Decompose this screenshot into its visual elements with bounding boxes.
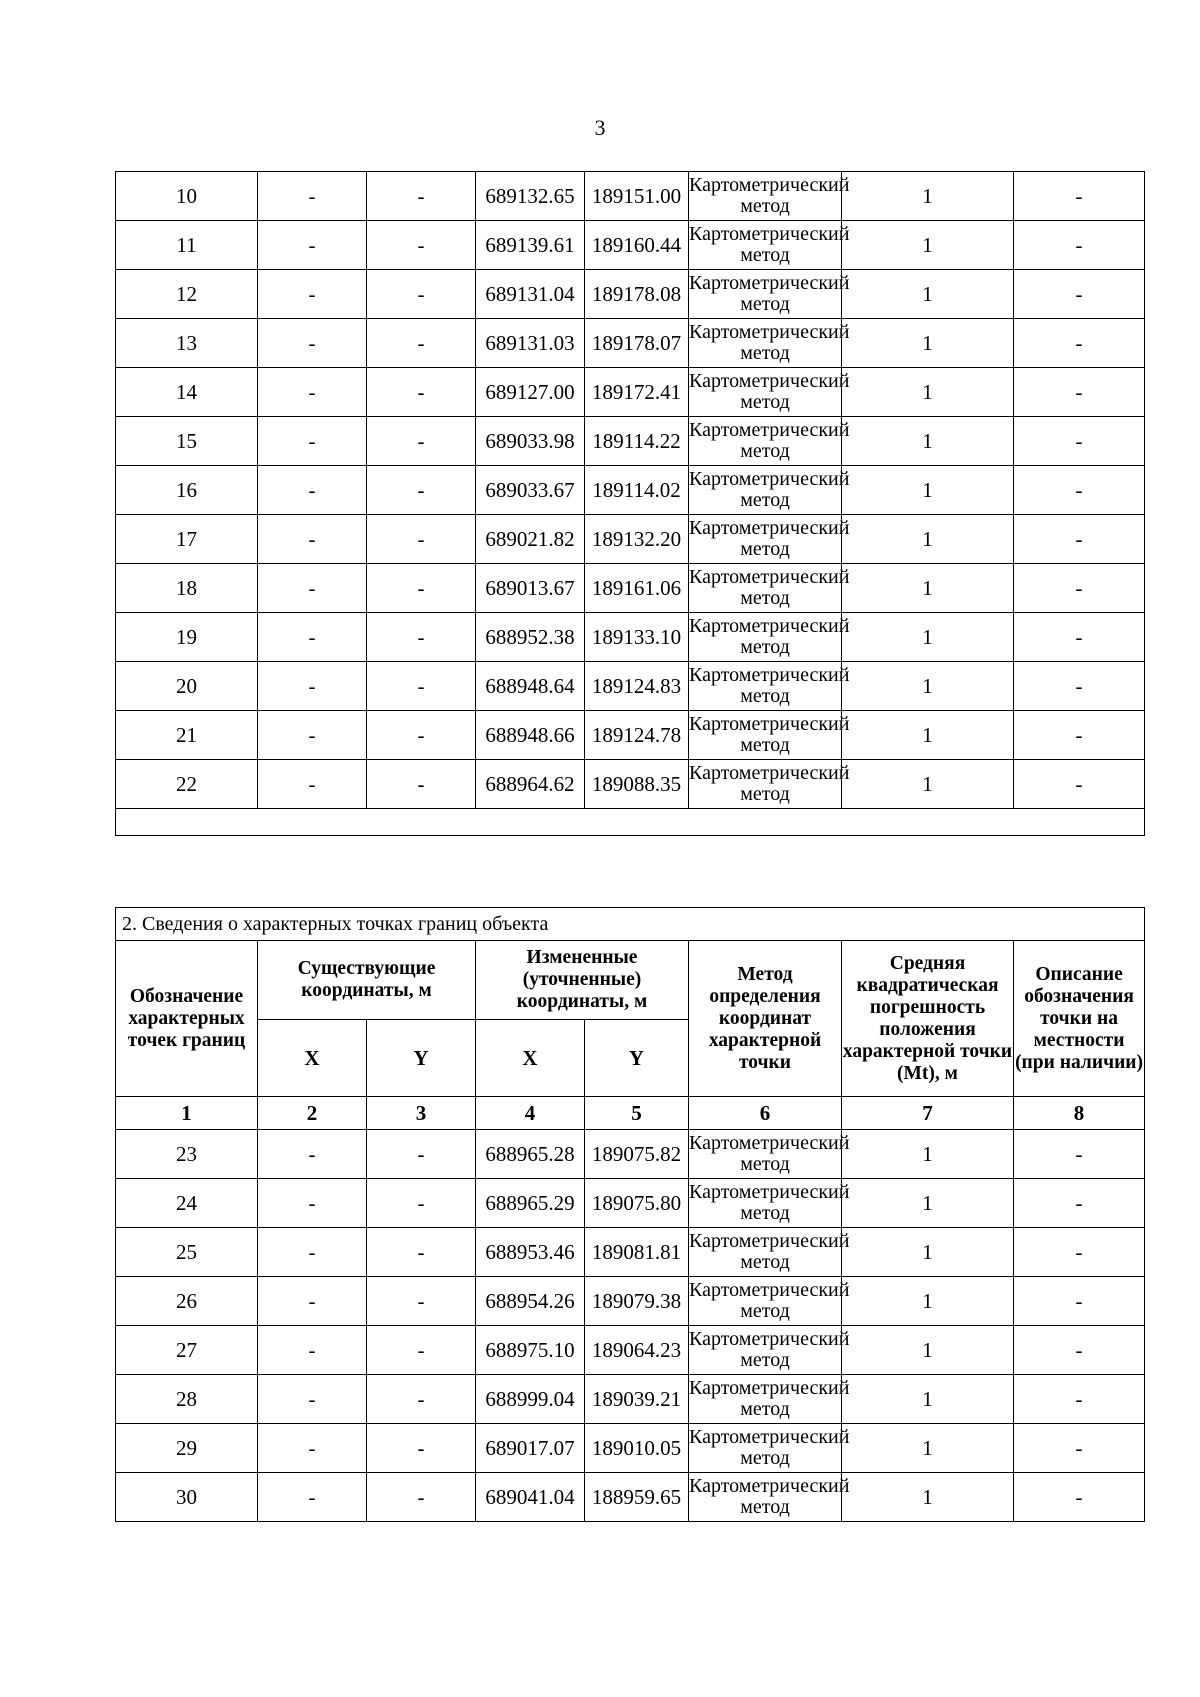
description-cell: - [1014, 1375, 1145, 1424]
method-cell: Картометрический метод [689, 662, 842, 711]
header-existing-y: Y [367, 1020, 476, 1097]
existing-x-cell: - [258, 613, 367, 662]
description-cell: - [1014, 1277, 1145, 1326]
changed-x-cell: 689127.00 [476, 368, 585, 417]
method-cell: Картометрический метод [689, 417, 842, 466]
description-cell: - [1014, 417, 1145, 466]
table-row [116, 1473, 1145, 1522]
description-cell: - [1014, 1424, 1145, 1473]
changed-y-cell: 189075.80 [585, 1179, 689, 1228]
changed-y-cell: 189075.82 [585, 1130, 689, 1179]
method-cell: Картометрический метод [689, 613, 842, 662]
description-cell: - [1014, 613, 1145, 662]
mean-error-cell: 1 [842, 1179, 1014, 1228]
column-number: 4 [476, 1097, 585, 1130]
method-cell: Картометрический метод [689, 1375, 842, 1424]
changed-y-cell: 189161.06 [585, 564, 689, 613]
description-cell: - [1014, 172, 1145, 221]
mean-error-cell: 1 [842, 564, 1014, 613]
existing-x-cell: - [258, 515, 367, 564]
method-cell: Картометрический метод [689, 1130, 842, 1179]
changed-x-cell: 689139.61 [476, 221, 585, 270]
header-mean-error: Средняя квадратическая погрешность положения характерной точки (Mt), м [842, 941, 1014, 1097]
changed-x-cell: 689021.82 [476, 515, 585, 564]
existing-x-cell: - [258, 760, 367, 809]
table-row [116, 564, 1145, 613]
method-cell: Картометрический метод [689, 319, 842, 368]
existing-y-cell: - [367, 1473, 476, 1522]
point-number-cell: 26 [116, 1277, 258, 1326]
changed-x-cell: 689131.04 [476, 270, 585, 319]
description-cell: - [1014, 270, 1145, 319]
mean-error-cell: 1 [842, 515, 1014, 564]
table-row [116, 221, 1145, 270]
point-number-cell: 14 [116, 368, 258, 417]
description-cell: - [1014, 466, 1145, 515]
changed-y-cell: 189064.23 [585, 1326, 689, 1375]
method-cell: Картометрический метод [689, 760, 842, 809]
point-number-cell: 24 [116, 1179, 258, 1228]
existing-x-cell: - [258, 1424, 367, 1473]
description-cell: - [1014, 1130, 1145, 1179]
mean-error-cell: 1 [842, 319, 1014, 368]
mean-error-cell: 1 [842, 613, 1014, 662]
point-number-cell: 10 [116, 172, 258, 221]
changed-x-cell: 688964.62 [476, 760, 585, 809]
existing-y-cell: - [367, 221, 476, 270]
changed-x-cell: 688999.04 [476, 1375, 585, 1424]
existing-y-cell: - [367, 1424, 476, 1473]
description-cell: - [1014, 515, 1145, 564]
point-number-cell: 28 [116, 1375, 258, 1424]
header-changed-x: X [476, 1020, 585, 1097]
column-number: 2 [258, 1097, 367, 1130]
method-cell: Картометрический метод [689, 564, 842, 613]
mean-error-cell: 1 [842, 711, 1014, 760]
point-number-cell: 15 [116, 417, 258, 466]
header-description: Описание обозначения точки на местности (при наличии) [1014, 941, 1145, 1097]
column-number: 1 [116, 1097, 258, 1130]
method-cell: Картометрический метод [689, 1424, 842, 1473]
point-number-cell: 22 [116, 760, 258, 809]
changed-x-cell: 688953.46 [476, 1228, 585, 1277]
existing-y-cell: - [367, 1130, 476, 1179]
table-row [116, 1424, 1145, 1473]
existing-y-cell: - [367, 613, 476, 662]
existing-y-cell: - [367, 1228, 476, 1277]
changed-x-cell: 689131.03 [476, 319, 585, 368]
table-row [116, 172, 1145, 221]
table-row [116, 1375, 1145, 1424]
description-cell: - [1014, 221, 1145, 270]
existing-x-cell: - [258, 1228, 367, 1277]
description-cell: - [1014, 662, 1145, 711]
changed-y-cell: 189124.78 [585, 711, 689, 760]
existing-x-cell: - [258, 172, 367, 221]
method-cell: Картометрический метод [689, 1326, 842, 1375]
existing-y-cell: - [367, 319, 476, 368]
table-row [116, 1277, 1145, 1326]
table-caption: 2. Сведения о характерных точках границ объекта [116, 908, 1145, 941]
existing-x-cell: - [258, 221, 367, 270]
description-cell: - [1014, 1228, 1145, 1277]
column-number: 5 [585, 1097, 689, 1130]
table-row [116, 1130, 1145, 1179]
header-existing-x: X [258, 1020, 367, 1097]
existing-x-cell: - [258, 1326, 367, 1375]
changed-y-cell: 189132.20 [585, 515, 689, 564]
existing-y-cell: - [367, 1179, 476, 1228]
existing-x-cell: - [258, 1375, 367, 1424]
point-number-cell: 21 [116, 711, 258, 760]
page-number: 3 [594, 115, 606, 140]
existing-y-cell: - [367, 172, 476, 221]
point-number-cell: 29 [116, 1424, 258, 1473]
method-cell: Картометрический метод [689, 368, 842, 417]
boundary-points-table [115, 907, 1145, 1522]
table-row [116, 1326, 1145, 1375]
header-changed-coordinates: Измененные (уточненные) координаты, м [476, 941, 689, 1020]
changed-y-cell: 189178.08 [585, 270, 689, 319]
table-row [116, 319, 1145, 368]
changed-x-cell: 689033.98 [476, 417, 585, 466]
mean-error-cell: 1 [842, 270, 1014, 319]
table-row [116, 662, 1145, 711]
changed-x-cell: 688975.10 [476, 1326, 585, 1375]
existing-y-cell: - [367, 466, 476, 515]
changed-x-cell: 689132.65 [476, 172, 585, 221]
point-number-cell: 20 [116, 662, 258, 711]
point-number-cell: 30 [116, 1473, 258, 1522]
changed-x-cell: 688965.28 [476, 1130, 585, 1179]
description-cell: - [1014, 368, 1145, 417]
changed-y-cell: 189114.02 [585, 466, 689, 515]
changed-x-cell: 689033.67 [476, 466, 585, 515]
existing-x-cell: - [258, 1179, 367, 1228]
method-cell: Картометрический метод [689, 1277, 842, 1326]
changed-y-cell: 189133.10 [585, 613, 689, 662]
column-number: 6 [689, 1097, 842, 1130]
description-cell: - [1014, 564, 1145, 613]
coordinates-table-continuation [115, 171, 1145, 836]
existing-y-cell: - [367, 564, 476, 613]
table-row [116, 613, 1145, 662]
changed-y-cell: 189124.83 [585, 662, 689, 711]
table-row [116, 1228, 1145, 1277]
point-number-cell: 17 [116, 515, 258, 564]
mean-error-cell: 1 [842, 1130, 1014, 1179]
method-cell: Картометрический метод [689, 466, 842, 515]
method-cell: Картометрический метод [689, 172, 842, 221]
existing-y-cell: - [367, 662, 476, 711]
existing-y-cell: - [367, 515, 476, 564]
mean-error-cell: 1 [842, 417, 1014, 466]
existing-y-cell: - [367, 760, 476, 809]
table-row [116, 1179, 1145, 1228]
existing-y-cell: - [367, 1375, 476, 1424]
existing-x-cell: - [258, 1277, 367, 1326]
column-number: 8 [1014, 1097, 1145, 1130]
changed-x-cell: 689041.04 [476, 1473, 585, 1522]
header-existing-coordinates: Существующие координаты, м [258, 941, 476, 1020]
method-cell: Картометрический метод [689, 1228, 842, 1277]
changed-x-cell: 688948.66 [476, 711, 585, 760]
mean-error-cell: 1 [842, 368, 1014, 417]
existing-y-cell: - [367, 711, 476, 760]
changed-y-cell: 189151.00 [585, 172, 689, 221]
existing-x-cell: - [258, 1473, 367, 1522]
changed-y-cell: 189178.07 [585, 319, 689, 368]
header-designation: Обозначение характерных точек границ [116, 941, 258, 1097]
existing-y-cell: - [367, 368, 476, 417]
existing-x-cell: - [258, 711, 367, 760]
table-row [116, 368, 1145, 417]
method-cell: Картометрический метод [689, 1473, 842, 1522]
table-row [116, 711, 1145, 760]
table-row [116, 417, 1145, 466]
point-number-cell: 27 [116, 1326, 258, 1375]
table-row [116, 760, 1145, 809]
existing-x-cell: - [258, 368, 367, 417]
changed-y-cell: 189010.05 [585, 1424, 689, 1473]
changed-y-cell: 189079.38 [585, 1277, 689, 1326]
method-cell: Картометрический метод [689, 711, 842, 760]
mean-error-cell: 1 [842, 1326, 1014, 1375]
existing-x-cell: - [258, 1130, 367, 1179]
header-method: Метод определения координат характерной точки [689, 941, 842, 1097]
existing-x-cell: - [258, 270, 367, 319]
changed-x-cell: 688948.64 [476, 662, 585, 711]
existing-y-cell: - [367, 417, 476, 466]
point-number-cell: 12 [116, 270, 258, 319]
existing-y-cell: - [367, 1277, 476, 1326]
description-cell: - [1014, 711, 1145, 760]
column-number: 3 [367, 1097, 476, 1130]
existing-y-cell: - [367, 1326, 476, 1375]
existing-x-cell: - [258, 319, 367, 368]
point-number-cell: 23 [116, 1130, 258, 1179]
changed-y-cell: 189172.41 [585, 368, 689, 417]
changed-x-cell: 688954.26 [476, 1277, 585, 1326]
existing-x-cell: - [258, 466, 367, 515]
changed-y-cell: 189039.21 [585, 1375, 689, 1424]
description-cell: - [1014, 1179, 1145, 1228]
changed-y-cell: 189114.22 [585, 417, 689, 466]
changed-x-cell: 689017.07 [476, 1424, 585, 1473]
point-number-cell: 19 [116, 613, 258, 662]
existing-x-cell: - [258, 564, 367, 613]
changed-x-cell: 688965.29 [476, 1179, 585, 1228]
table-footer-row [116, 809, 1145, 836]
header-changed-y: Y [585, 1020, 689, 1097]
mean-error-cell: 1 [842, 1228, 1014, 1277]
description-cell: - [1014, 1326, 1145, 1375]
point-number-cell: 16 [116, 466, 258, 515]
point-number-cell: 25 [116, 1228, 258, 1277]
changed-y-cell: 189081.81 [585, 1228, 689, 1277]
method-cell: Картометрический метод [689, 515, 842, 564]
mean-error-cell: 1 [842, 172, 1014, 221]
changed-y-cell: 189088.35 [585, 760, 689, 809]
table-row [116, 466, 1145, 515]
table-row [116, 270, 1145, 319]
mean-error-cell: 1 [842, 760, 1014, 809]
existing-y-cell: - [367, 270, 476, 319]
method-cell: Картометрический метод [689, 221, 842, 270]
changed-x-cell: 688952.38 [476, 613, 585, 662]
changed-y-cell: 188959.65 [585, 1473, 689, 1522]
mean-error-cell: 1 [842, 1375, 1014, 1424]
description-cell: - [1014, 319, 1145, 368]
existing-x-cell: - [258, 662, 367, 711]
point-number-cell: 13 [116, 319, 258, 368]
mean-error-cell: 1 [842, 1473, 1014, 1522]
point-number-cell: 18 [116, 564, 258, 613]
description-cell: - [1014, 760, 1145, 809]
method-cell: Картометрический метод [689, 1179, 842, 1228]
existing-x-cell: - [258, 417, 367, 466]
point-number-cell: 11 [116, 221, 258, 270]
description-cell: - [1014, 1473, 1145, 1522]
table-row [116, 515, 1145, 564]
column-number: 7 [842, 1097, 1014, 1130]
mean-error-cell: 1 [842, 662, 1014, 711]
mean-error-cell: 1 [842, 466, 1014, 515]
mean-error-cell: 1 [842, 1424, 1014, 1473]
mean-error-cell: 1 [842, 221, 1014, 270]
changed-x-cell: 689013.67 [476, 564, 585, 613]
mean-error-cell: 1 [842, 1277, 1014, 1326]
changed-y-cell: 189160.44 [585, 221, 689, 270]
method-cell: Картометрический метод [689, 270, 842, 319]
